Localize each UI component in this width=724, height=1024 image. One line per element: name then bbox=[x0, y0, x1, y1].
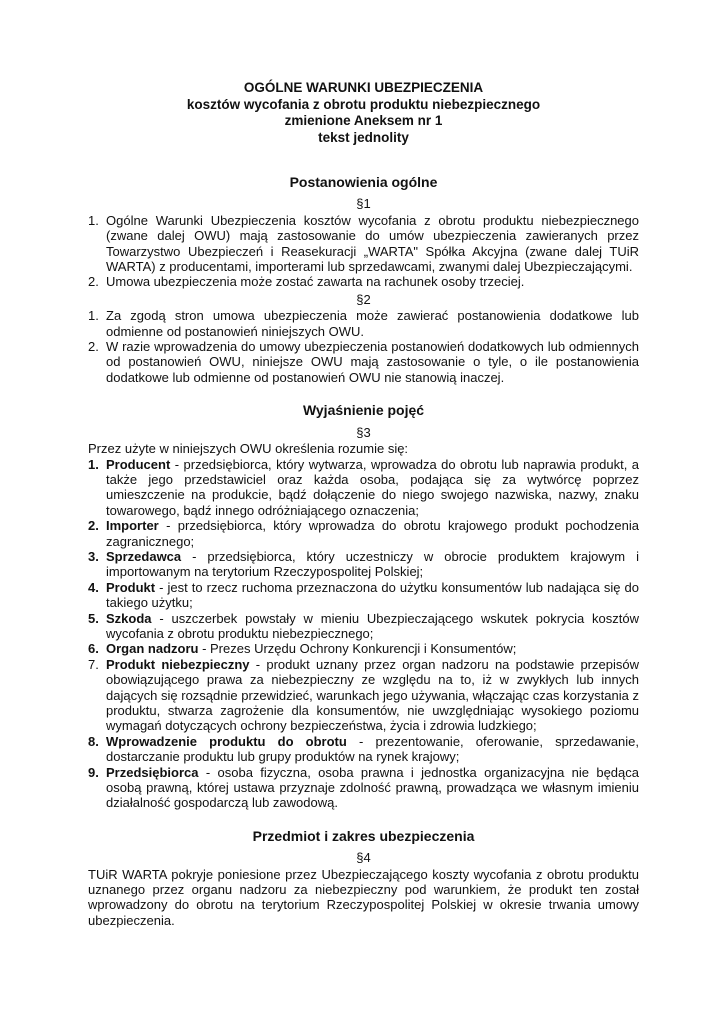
definition-item: 2. Importer - przedsiębiorca, który wprowadza do obrotu krajowego produkt pochodzenia zagranicznego; bbox=[88, 518, 639, 549]
definition-item: 5. Szkoda - uszczerbek powstały w mieniu Ubezpieczającego wskutek pokrycia kosztów wycofania z obrotu produktu niebezpiecznego; bbox=[88, 610, 639, 641]
paragraph-sign-2: §2 bbox=[356, 291, 371, 307]
paragraph-sign-3: §3 bbox=[356, 424, 371, 440]
document-page bbox=[88, 80, 639, 928]
definition-item: 4. Produkt - jest to rzecz ruchoma przeznaczona do użytku konsumentów lub nadająca się do takiego użytku; bbox=[88, 579, 639, 611]
scope-text: TUiR WARTA pokryje poniesione przez Ubezpieczającego koszty wycofania z obrotu produktu uznanego przez organu nadzoru za niebezpieczny pod warunkiem, że produkt ten został wprowadzony do obrotu na terytorium Rzeczypospolitej Polskiej w okresie trwania umowy ubezpieczenia. bbox=[88, 866, 639, 928]
definition-item: 9. Przedsiębiorca - osoba fizyczna, osoba prawna i jednostka organizacyjna nie będąca osobą prawną, której ustawa przyznaje zdolność prawną, prowadząca we własnym imieniu działalność gospodarczą lub zawodową. bbox=[88, 764, 639, 811]
list-item: 2. Umowa ubezpieczenia może zostać zawarta na rachunek osoby trzeciej. bbox=[88, 274, 525, 290]
document-subtitle: kosztów wycofania z obrotu produktu niebezpiecznego bbox=[186, 96, 541, 112]
definition-item: 8. Wprowadzenie produktu do obrotu - prezentowanie, oferowanie, sprzedawanie, dostarczanie produktu lub grupy produktów na rynek krajowy; bbox=[88, 733, 640, 765]
paragraph-1-list bbox=[88, 213, 639, 290]
paragraph-2-list bbox=[88, 308, 639, 385]
amendment-note: zmienione Aneksem nr 1 bbox=[284, 113, 443, 128]
definition-item: 6. Organ nadzoru - Prezes Urzędu Ochrony Konkurencji i Konsumentów; bbox=[88, 641, 517, 657]
section-heading-definitions: Wyjaśnienie pojęć bbox=[302, 402, 425, 419]
definition-item: 1. Producent - przedsiębiorca, który wytwarza, wprowadza do obrotu lub naprawia produkt, a także jego przedstawiciel oraz każda osoba, podająca się za wytwórcę poprzez umieszczenie na produkcie, bądź dołączenie do niego swojego nazwiska, nazwy, znaku towarowego, bądź innego odróżniającego oznaczenia; bbox=[88, 456, 639, 518]
list-item: 1. Za zgodą stron umowa ubezpieczenia może zawierać postanowienia dodatkowe lub odmienne od postanowień niniejszych OWU. bbox=[88, 308, 639, 339]
definitions-intro: Przez użyte w niniejszych OWU określenia rozumie się: bbox=[88, 441, 409, 457]
definition-item: 7. Produkt niebezpieczny - produkt uznany przez organ nadzoru na podstawie przepisów obowiązującego prawa za niebezpieczny ze względu na to, iż w zwykłych lub innych dających się rozsądnie przewidzieć, warunkach jego używania, włączając czas korzystania z produktu, stwarza zagrożenie dla konsumentów, nie uwzględniając wysokiego poziomu wymagań dotyczących ochrony bezpieczeństwa, życia i zdrowia ludzkiego; bbox=[88, 656, 639, 734]
list-item: 2. W razie wprowadzenia do umowy ubezpieczenia postanowień dodatkowych lub odmiennych od postanowień OWU, niniejsze OWU mają zastosowanie o tyle, o ile postanowienia dodatkowe lub odmienne od postanowień OWU nie stanowią inaczej. bbox=[88, 339, 639, 385]
list-item: 1. Ogólne Warunki Ubezpieczenia kosztów wycofania z obrotu produktu niebezpiecznego (zwane dalej OWU) mają zastosowanie do umów ubezpieczenia zawieranych przez Towarzystwo Ubezpieczeń i Reasekuracji „WARTA" Spółka Akcyjna (zwane dalej TUiR WARTA) z producentami, importerami lub sprzedawcami, zwanymi dalej Ubezpieczającymi. bbox=[88, 212, 639, 275]
definitions-list bbox=[88, 457, 639, 811]
section-heading-general: Postanowienia ogólne bbox=[289, 174, 438, 190]
paragraph-sign-4: §4 bbox=[356, 850, 371, 866]
document-title: OGÓLNE WARUNKI UBEZPIECZENIA bbox=[243, 80, 484, 95]
consolidated-text-note: tekst jednolity bbox=[318, 129, 409, 145]
paragraph-sign-1: §1 bbox=[356, 196, 371, 212]
definition-item: 3. Sprzedawca - przedsiębiorca, który uczestniczy w obrocie produktem krajowym i importowanym na terytorium Rzeczypospolitej Polskiej; bbox=[88, 548, 639, 580]
section-heading-scope: Przedmiot i zakres ubezpieczenia bbox=[252, 827, 475, 844]
